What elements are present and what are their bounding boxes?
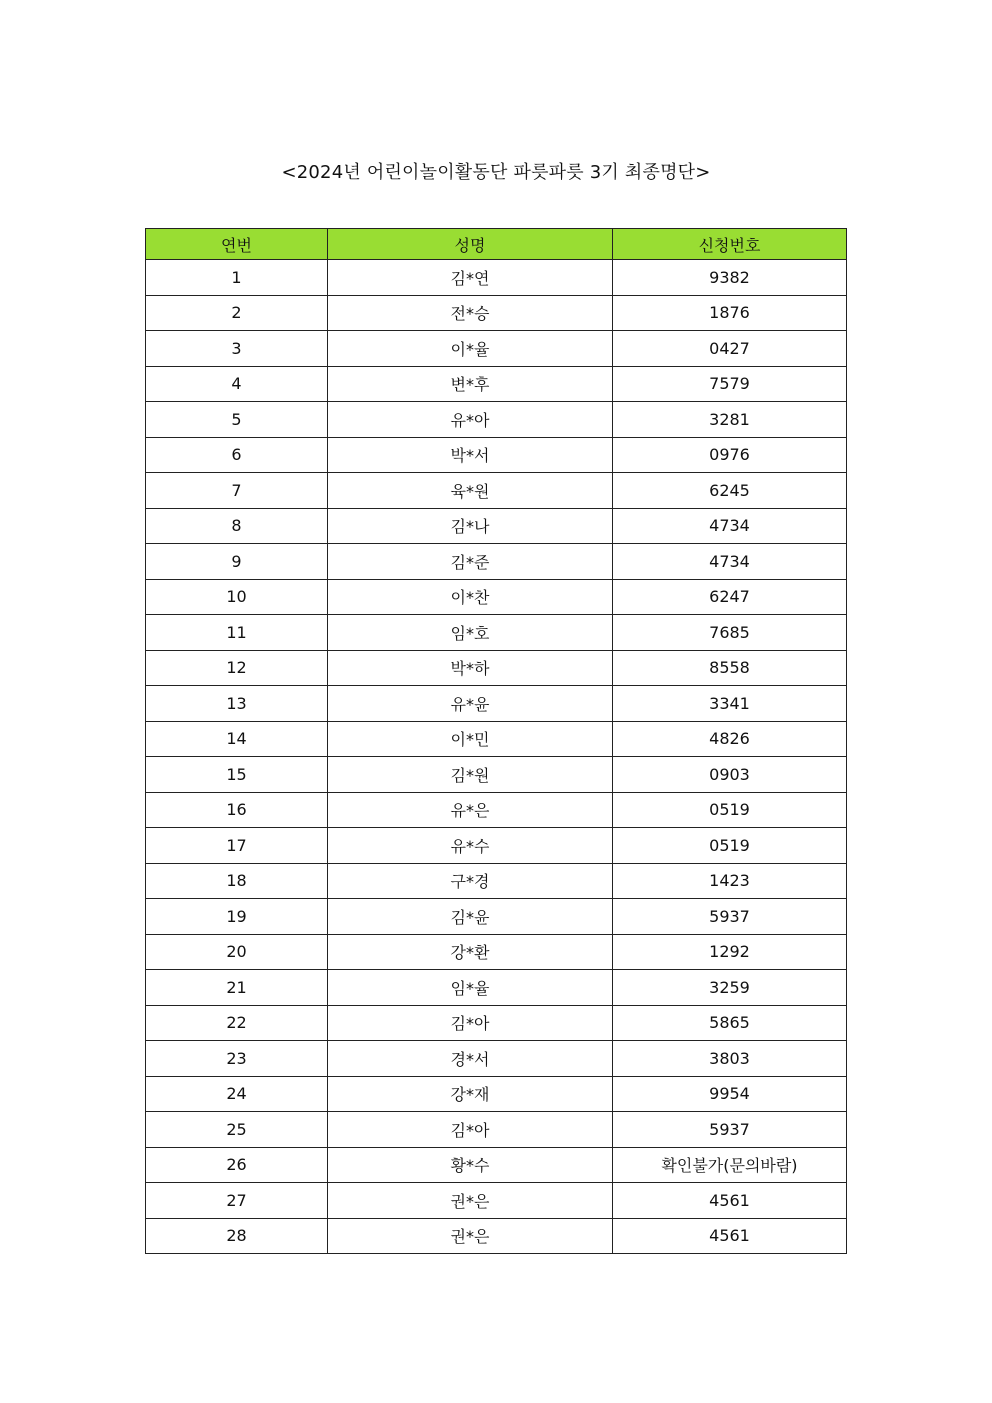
header-serial-number: 연번 <box>146 229 328 260</box>
cell-application-number: 3803 <box>613 1041 847 1077</box>
cell-serial-number: 5 <box>146 402 328 438</box>
cell-application-number: 0519 <box>613 792 847 828</box>
header-row <box>146 229 847 260</box>
cell-name: 유*수 <box>328 828 613 864</box>
table-row <box>146 437 847 473</box>
cell-name: 경*서 <box>328 1041 613 1077</box>
cell-serial-number: 28 <box>146 1218 328 1254</box>
cell-name: 박*하 <box>328 650 613 686</box>
table-row <box>146 934 847 970</box>
cell-serial-number: 6 <box>146 437 328 473</box>
cell-application-number: 6247 <box>613 579 847 615</box>
table-row <box>146 544 847 580</box>
cell-application-number: 3259 <box>613 970 847 1006</box>
table-row <box>146 508 847 544</box>
cell-name: 김*준 <box>328 544 613 580</box>
cell-name: 이*민 <box>328 721 613 757</box>
table-row <box>146 402 847 438</box>
cell-serial-number: 7 <box>146 473 328 509</box>
cell-serial-number: 11 <box>146 615 328 651</box>
table-row <box>146 721 847 757</box>
header-application-number: 신청번호 <box>613 229 847 260</box>
table-row <box>146 473 847 509</box>
cell-application-number: 4561 <box>613 1218 847 1254</box>
cell-name: 임*호 <box>328 615 613 651</box>
cell-application-number: 8558 <box>613 650 847 686</box>
table-row <box>146 331 847 367</box>
document-title: <2024년 어린이놀이활동단 파릇파릇 3기 최종명단> <box>281 162 711 183</box>
table-row <box>146 650 847 686</box>
cell-application-number: 4734 <box>613 508 847 544</box>
cell-application-number: 5937 <box>613 899 847 935</box>
cell-application-number: 5937 <box>613 1112 847 1148</box>
cell-name: 김*연 <box>328 260 613 296</box>
table-row <box>146 757 847 793</box>
cell-serial-number: 9 <box>146 544 328 580</box>
cell-application-number: 0427 <box>613 331 847 367</box>
table-row <box>146 1076 847 1112</box>
cell-application-number: 7685 <box>613 615 847 651</box>
cell-serial-number: 8 <box>146 508 328 544</box>
cell-serial-number: 17 <box>146 828 328 864</box>
header-name: 성명 <box>328 229 613 260</box>
cell-name: 황*수 <box>328 1147 613 1183</box>
cell-application-number: 9954 <box>613 1076 847 1112</box>
cell-application-number: 4826 <box>613 721 847 757</box>
cell-application-number: 5865 <box>613 1005 847 1041</box>
table-row <box>146 1005 847 1041</box>
table-row <box>146 1147 847 1183</box>
table-row <box>146 1041 847 1077</box>
cell-serial-number: 14 <box>146 721 328 757</box>
cell-application-number: 0976 <box>613 437 847 473</box>
cell-application-number: 6245 <box>613 473 847 509</box>
table-row <box>146 1218 847 1254</box>
cell-application-number: 7579 <box>613 366 847 402</box>
cell-serial-number: 20 <box>146 934 328 970</box>
cell-name: 박*서 <box>328 437 613 473</box>
cell-name: 김*원 <box>328 757 613 793</box>
cell-serial-number: 24 <box>146 1076 328 1112</box>
table-row <box>146 828 847 864</box>
table-row <box>146 579 847 615</box>
cell-application-number: 4561 <box>613 1183 847 1219</box>
cell-name: 김*아 <box>328 1112 613 1148</box>
cell-name: 전*승 <box>328 295 613 331</box>
table-row <box>146 899 847 935</box>
table-body <box>146 260 847 1254</box>
roster-table <box>145 228 847 1254</box>
table-row <box>146 863 847 899</box>
cell-name: 유*윤 <box>328 686 613 722</box>
table-row <box>146 260 847 296</box>
cell-application-number: 1423 <box>613 863 847 899</box>
cell-name: 이*찬 <box>328 579 613 615</box>
table-row <box>146 615 847 651</box>
cell-serial-number: 21 <box>146 970 328 1006</box>
cell-name: 강*환 <box>328 934 613 970</box>
cell-name: 이*율 <box>328 331 613 367</box>
cell-application-number: 3281 <box>613 402 847 438</box>
cell-name: 권*은 <box>328 1183 613 1219</box>
cell-name: 육*원 <box>328 473 613 509</box>
cell-serial-number: 12 <box>146 650 328 686</box>
cell-application-number: 확인불가(문의바람) <box>613 1147 847 1183</box>
cell-name: 강*재 <box>328 1076 613 1112</box>
cell-serial-number: 16 <box>146 792 328 828</box>
cell-application-number: 3341 <box>613 686 847 722</box>
table-row <box>146 1112 847 1148</box>
cell-serial-number: 22 <box>146 1005 328 1041</box>
cell-serial-number: 23 <box>146 1041 328 1077</box>
cell-application-number: 9382 <box>613 260 847 296</box>
cell-serial-number: 10 <box>146 579 328 615</box>
cell-name: 김*윤 <box>328 899 613 935</box>
cell-serial-number: 25 <box>146 1112 328 1148</box>
cell-serial-number: 15 <box>146 757 328 793</box>
cell-application-number: 4734 <box>613 544 847 580</box>
cell-name: 권*은 <box>328 1218 613 1254</box>
cell-name: 유*은 <box>328 792 613 828</box>
cell-name: 변*후 <box>328 366 613 402</box>
cell-application-number: 0903 <box>613 757 847 793</box>
cell-name: 김*나 <box>328 508 613 544</box>
table-row <box>146 970 847 1006</box>
cell-name: 임*율 <box>328 970 613 1006</box>
table-row <box>146 366 847 402</box>
cell-serial-number: 27 <box>146 1183 328 1219</box>
cell-serial-number: 13 <box>146 686 328 722</box>
cell-serial-number: 1 <box>146 260 328 296</box>
table-header <box>146 229 847 260</box>
cell-serial-number: 19 <box>146 899 328 935</box>
cell-name: 유*아 <box>328 402 613 438</box>
cell-serial-number: 26 <box>146 1147 328 1183</box>
table-row <box>146 792 847 828</box>
cell-name: 김*아 <box>328 1005 613 1041</box>
cell-name: 구*경 <box>328 863 613 899</box>
table-row <box>146 1183 847 1219</box>
cell-serial-number: 4 <box>146 366 328 402</box>
cell-application-number: 1292 <box>613 934 847 970</box>
cell-serial-number: 18 <box>146 863 328 899</box>
table-row <box>146 686 847 722</box>
cell-application-number: 1876 <box>613 295 847 331</box>
cell-serial-number: 2 <box>146 295 328 331</box>
table-row <box>146 295 847 331</box>
cell-serial-number: 3 <box>146 331 328 367</box>
cell-application-number: 0519 <box>613 828 847 864</box>
